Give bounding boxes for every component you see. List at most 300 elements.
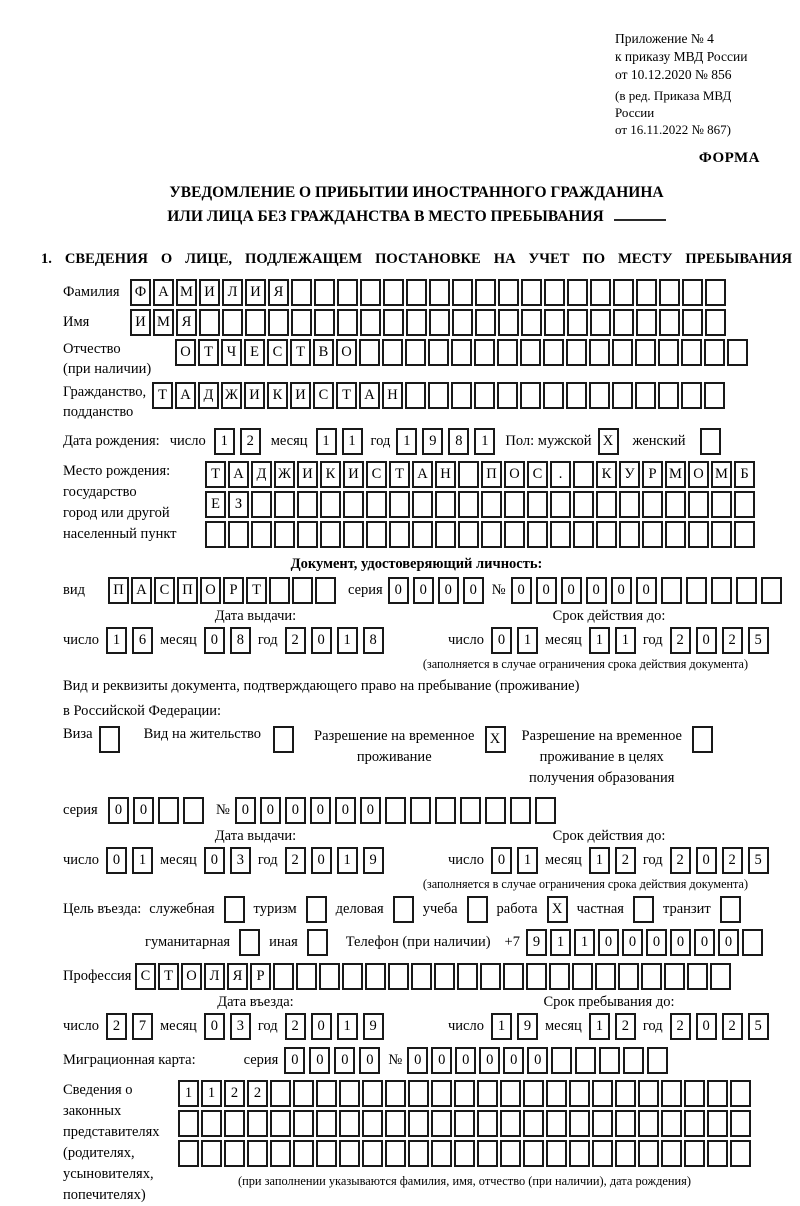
char-cell[interactable] [297,521,318,548]
char-cell[interactable] [636,309,657,336]
char-cell[interactable]: 0 [586,577,607,604]
char-cell[interactable] [688,521,709,548]
char-cell[interactable] [661,1110,682,1137]
char-cell[interactable] [687,963,708,990]
char-cell[interactable]: 0 [235,797,256,824]
char-cell[interactable]: 2 [615,1013,636,1040]
char-cell[interactable] [615,1110,636,1137]
char-cell[interactable]: Д [251,461,272,488]
char-cell[interactable]: 7 [132,1013,153,1040]
char-cell[interactable] [485,797,506,824]
char-cell[interactable]: К [320,461,341,488]
char-cell[interactable]: И [290,382,311,409]
char-cell[interactable]: И [244,382,265,409]
char-cell[interactable] [477,1080,498,1107]
char-cell[interactable]: 0 [335,797,356,824]
char-cell[interactable] [520,339,541,366]
char-cell[interactable] [457,963,478,990]
char-cell[interactable] [222,309,243,336]
char-cell[interactable] [635,339,656,366]
char-cell[interactable]: М [665,461,686,488]
char-cell[interactable] [734,491,755,518]
char-cell[interactable] [613,279,634,306]
char-cell[interactable]: 0 [611,577,632,604]
char-cell[interactable] [504,491,525,518]
char-cell[interactable]: 0 [455,1047,476,1074]
char-cell[interactable] [596,491,617,518]
char-cell[interactable]: 0 [204,1013,225,1040]
edu-permit-checkbox[interactable] [692,726,713,753]
char-cell[interactable]: З [228,491,249,518]
char-cell[interactable] [320,491,341,518]
char-cell[interactable] [661,1080,682,1107]
char-cell[interactable] [408,1080,429,1107]
char-cell[interactable] [521,279,542,306]
char-cell[interactable] [291,279,312,306]
char-cell[interactable]: 1 [106,627,127,654]
char-cell[interactable] [343,521,364,548]
char-cell[interactable] [566,382,587,409]
char-cell[interactable] [526,963,547,990]
char-cell[interactable]: 0 [285,797,306,824]
char-cell[interactable]: 6 [132,627,153,654]
char-cell[interactable]: 0 [646,929,667,956]
char-cell[interactable] [292,577,313,604]
char-cell[interactable] [428,339,449,366]
char-cell[interactable] [681,339,702,366]
char-cell[interactable]: О [181,963,202,990]
char-cell[interactable]: 0 [407,1047,428,1074]
char-cell[interactable] [412,491,433,518]
char-cell[interactable]: 1 [214,428,235,455]
char-cell[interactable] [546,1080,567,1107]
char-cell[interactable] [343,491,364,518]
char-cell[interactable]: 0 [388,577,409,604]
char-cell[interactable] [642,491,663,518]
char-cell[interactable]: Т [152,382,173,409]
char-cell[interactable] [293,1080,314,1107]
char-cell[interactable] [592,1080,613,1107]
char-cell[interactable] [178,1110,199,1137]
char-cell[interactable]: 2 [670,1013,691,1040]
char-cell[interactable] [224,1110,245,1137]
char-cell[interactable]: 0 [438,577,459,604]
char-cell[interactable] [569,1080,590,1107]
char-cell[interactable]: 1 [589,1013,610,1040]
char-cell[interactable]: 0 [106,847,127,874]
char-cell[interactable]: 1 [615,627,636,654]
char-cell[interactable]: О [200,577,221,604]
char-cell[interactable] [362,1110,383,1137]
char-cell[interactable] [319,963,340,990]
char-cell[interactable] [589,382,610,409]
char-cell[interactable] [431,1110,452,1137]
char-cell[interactable] [573,461,594,488]
char-cell[interactable]: 1 [474,428,495,455]
char-cell[interactable] [523,1110,544,1137]
char-cell[interactable] [388,963,409,990]
char-cell[interactable] [362,1080,383,1107]
char-cell[interactable]: С [154,577,175,604]
char-cell[interactable] [535,797,556,824]
char-cell[interactable] [642,521,663,548]
char-cell[interactable] [688,491,709,518]
char-cell[interactable] [686,577,707,604]
char-cell[interactable]: Ф [130,279,151,306]
purpose-checkbox[interactable] [633,896,654,923]
char-cell[interactable]: Ж [274,461,295,488]
char-cell[interactable] [619,521,640,548]
char-cell[interactable]: 2 [285,847,306,874]
char-cell[interactable] [451,382,472,409]
char-cell[interactable] [434,963,455,990]
char-cell[interactable] [658,339,679,366]
char-cell[interactable]: 2 [247,1080,268,1107]
char-cell[interactable] [383,309,404,336]
char-cell[interactable] [711,577,732,604]
char-cell[interactable] [573,491,594,518]
char-cell[interactable]: Т [158,963,179,990]
char-cell[interactable]: 2 [240,428,261,455]
char-cell[interactable]: 1 [337,1013,358,1040]
char-cell[interactable] [641,963,662,990]
char-cell[interactable] [389,521,410,548]
char-cell[interactable] [684,1110,705,1137]
char-cell[interactable] [205,521,226,548]
char-cell[interactable] [435,521,456,548]
char-cell[interactable]: 1 [574,929,595,956]
char-cell[interactable] [521,309,542,336]
char-cell[interactable]: П [481,461,502,488]
char-cell[interactable]: 0 [696,1013,717,1040]
char-cell[interactable]: 0 [284,1047,305,1074]
char-cell[interactable] [596,521,617,548]
char-cell[interactable] [245,309,266,336]
char-cell[interactable] [452,279,473,306]
char-cell[interactable] [360,279,381,306]
char-cell[interactable]: 0 [310,797,331,824]
char-cell[interactable]: 3 [230,847,251,874]
char-cell[interactable]: 0 [536,577,557,604]
char-cell[interactable]: С [267,339,288,366]
char-cell[interactable] [544,279,565,306]
char-cell[interactable]: М [176,279,197,306]
char-cell[interactable] [497,382,518,409]
char-cell[interactable]: 9 [422,428,443,455]
char-cell[interactable] [503,963,524,990]
char-cell[interactable] [474,339,495,366]
residence-permit-checkbox[interactable] [273,726,294,753]
char-cell[interactable]: А [359,382,380,409]
char-cell[interactable] [569,1110,590,1137]
char-cell[interactable] [682,279,703,306]
char-cell[interactable]: Ж [221,382,242,409]
char-cell[interactable] [452,309,473,336]
char-cell[interactable]: 0 [260,797,281,824]
char-cell[interactable] [761,577,782,604]
char-cell[interactable]: С [135,963,156,990]
char-cell[interactable]: Ч [221,339,242,366]
char-cell[interactable] [681,382,702,409]
char-cell[interactable]: 5 [748,627,769,654]
char-cell[interactable] [638,1080,659,1107]
char-cell[interactable] [411,963,432,990]
visa-checkbox[interactable] [99,726,120,753]
char-cell[interactable]: 1 [589,627,610,654]
char-cell[interactable] [635,382,656,409]
char-cell[interactable]: О [336,339,357,366]
char-cell[interactable]: 8 [230,627,251,654]
char-cell[interactable]: 2 [670,847,691,874]
char-cell[interactable]: 0 [598,929,619,956]
char-cell[interactable]: А [228,461,249,488]
char-cell[interactable]: Я [176,309,197,336]
char-cell[interactable] [475,279,496,306]
char-cell[interactable] [575,1047,596,1074]
char-cell[interactable] [385,1110,406,1137]
char-cell[interactable]: А [412,461,433,488]
char-cell[interactable]: 1 [178,1080,199,1107]
char-cell[interactable]: Р [223,577,244,604]
char-cell[interactable] [612,339,633,366]
char-cell[interactable]: 0 [309,1047,330,1074]
purpose-checkbox[interactable]: X [547,896,568,923]
char-cell[interactable] [623,1047,644,1074]
char-cell[interactable] [710,963,731,990]
char-cell[interactable]: Р [642,461,663,488]
char-cell[interactable]: К [596,461,617,488]
char-cell[interactable] [183,797,204,824]
char-cell[interactable] [389,491,410,518]
char-cell[interactable] [659,309,680,336]
char-cell[interactable]: 0 [636,577,657,604]
char-cell[interactable] [618,963,639,990]
char-cell[interactable]: 0 [479,1047,500,1074]
char-cell[interactable] [316,1080,337,1107]
char-cell[interactable] [498,309,519,336]
char-cell[interactable] [228,521,249,548]
char-cell[interactable] [527,491,548,518]
char-cell[interactable] [707,1080,728,1107]
char-cell[interactable]: 0 [311,627,332,654]
purpose-checkbox[interactable] [307,929,328,956]
char-cell[interactable] [504,521,525,548]
char-cell[interactable]: Б [734,461,755,488]
char-cell[interactable]: 0 [359,1047,380,1074]
char-cell[interactable]: 0 [561,577,582,604]
char-cell[interactable]: М [711,461,732,488]
char-cell[interactable] [567,279,588,306]
char-cell[interactable] [247,1110,268,1137]
temp-permit-checkbox[interactable]: X [485,726,506,753]
char-cell[interactable] [664,963,685,990]
char-cell[interactable] [590,279,611,306]
char-cell[interactable]: Р [250,963,271,990]
purpose-checkbox[interactable] [393,896,414,923]
char-cell[interactable]: 1 [550,929,571,956]
char-cell[interactable] [337,309,358,336]
char-cell[interactable]: О [175,339,196,366]
char-cell[interactable] [296,963,317,990]
char-cell[interactable] [273,963,294,990]
char-cell[interactable] [269,577,290,604]
char-cell[interactable] [406,309,427,336]
char-cell[interactable] [615,1080,636,1107]
char-cell[interactable] [385,797,406,824]
char-cell[interactable]: Я [268,279,289,306]
char-cell[interactable] [406,279,427,306]
char-cell[interactable] [727,339,748,366]
char-cell[interactable] [316,1110,337,1137]
char-cell[interactable]: 0 [503,1047,524,1074]
char-cell[interactable]: 2 [722,627,743,654]
char-cell[interactable] [500,1080,521,1107]
char-cell[interactable]: 1 [337,847,358,874]
char-cell[interactable]: 0 [133,797,154,824]
char-cell[interactable]: 0 [204,847,225,874]
char-cell[interactable] [360,309,381,336]
char-cell[interactable] [158,797,179,824]
char-cell[interactable] [549,963,570,990]
char-cell[interactable] [339,1080,360,1107]
char-cell[interactable]: 1 [132,847,153,874]
char-cell[interactable] [612,382,633,409]
char-cell[interactable] [366,491,387,518]
char-cell[interactable] [474,382,495,409]
char-cell[interactable]: П [177,577,198,604]
char-cell[interactable]: 2 [722,1013,743,1040]
char-cell[interactable] [613,309,634,336]
char-cell[interactable] [458,461,479,488]
char-cell[interactable] [454,1080,475,1107]
char-cell[interactable]: 1 [517,847,538,874]
char-cell[interactable] [636,279,657,306]
char-cell[interactable]: С [366,461,387,488]
char-cell[interactable]: И [130,309,151,336]
char-cell[interactable]: 9 [517,1013,538,1040]
char-cell[interactable]: 2 [722,847,743,874]
char-cell[interactable]: Е [244,339,265,366]
char-cell[interactable]: И [199,279,220,306]
char-cell[interactable] [342,963,363,990]
char-cell[interactable]: 0 [413,577,434,604]
purpose-checkbox[interactable] [720,896,741,923]
char-cell[interactable]: 0 [491,627,512,654]
char-cell[interactable] [201,1110,222,1137]
char-cell[interactable]: Е [205,491,226,518]
char-cell[interactable]: О [504,461,525,488]
char-cell[interactable] [682,309,703,336]
char-cell[interactable] [251,521,272,548]
char-cell[interactable]: 0 [527,1047,548,1074]
char-cell[interactable] [742,929,763,956]
char-cell[interactable] [429,309,450,336]
char-cell[interactable] [550,491,571,518]
char-cell[interactable] [705,279,726,306]
char-cell[interactable]: Т [246,577,267,604]
char-cell[interactable] [730,1110,751,1137]
char-cell[interactable] [711,491,732,518]
char-cell[interactable]: 0 [670,929,691,956]
char-cell[interactable]: 0 [511,577,532,604]
char-cell[interactable] [270,1080,291,1107]
char-cell[interactable]: 0 [694,929,715,956]
char-cell[interactable]: 1 [491,1013,512,1040]
char-cell[interactable]: Н [382,382,403,409]
char-cell[interactable] [510,797,531,824]
char-cell[interactable] [431,1080,452,1107]
char-cell[interactable]: 0 [491,847,512,874]
char-cell[interactable]: . [550,461,571,488]
char-cell[interactable]: С [313,382,334,409]
char-cell[interactable]: 0 [204,627,225,654]
char-cell[interactable]: М [153,309,174,336]
char-cell[interactable] [477,1110,498,1137]
char-cell[interactable]: 1 [316,428,337,455]
char-cell[interactable] [573,521,594,548]
char-cell[interactable]: 8 [363,627,384,654]
char-cell[interactable]: Т [198,339,219,366]
char-cell[interactable] [550,521,571,548]
purpose-checkbox[interactable] [467,896,488,923]
char-cell[interactable] [365,963,386,990]
char-cell[interactable]: 0 [311,847,332,874]
char-cell[interactable]: В [313,339,334,366]
purpose-checkbox[interactable] [224,896,245,923]
char-cell[interactable] [619,491,640,518]
char-cell[interactable] [435,797,456,824]
char-cell[interactable] [543,382,564,409]
char-cell[interactable]: 1 [337,627,358,654]
char-cell[interactable] [665,521,686,548]
char-cell[interactable] [661,577,682,604]
char-cell[interactable] [270,1110,291,1137]
char-cell[interactable]: Л [222,279,243,306]
char-cell[interactable] [543,339,564,366]
char-cell[interactable] [551,1047,572,1074]
char-cell[interactable]: К [267,382,288,409]
char-cell[interactable]: 2 [285,627,306,654]
char-cell[interactable]: 0 [696,627,717,654]
char-cell[interactable]: 9 [526,929,547,956]
char-cell[interactable] [590,309,611,336]
char-cell[interactable] [730,1080,751,1107]
char-cell[interactable]: 0 [108,797,129,824]
char-cell[interactable]: О [688,461,709,488]
char-cell[interactable]: Т [389,461,410,488]
char-cell[interactable]: 0 [718,929,739,956]
char-cell[interactable]: 1 [517,627,538,654]
char-cell[interactable] [520,382,541,409]
char-cell[interactable] [320,521,341,548]
char-cell[interactable] [382,339,403,366]
char-cell[interactable]: 9 [363,847,384,874]
char-cell[interactable] [638,1110,659,1137]
char-cell[interactable]: А [131,577,152,604]
char-cell[interactable] [592,1110,613,1137]
char-cell[interactable]: Л [204,963,225,990]
char-cell[interactable] [451,339,472,366]
char-cell[interactable] [684,1080,705,1107]
char-cell[interactable] [665,491,686,518]
char-cell[interactable] [366,521,387,548]
char-cell[interactable] [435,491,456,518]
char-cell[interactable] [523,1080,544,1107]
char-cell[interactable] [454,1110,475,1137]
char-cell[interactable] [359,339,380,366]
char-cell[interactable] [658,382,679,409]
char-cell[interactable]: 2 [224,1080,245,1107]
